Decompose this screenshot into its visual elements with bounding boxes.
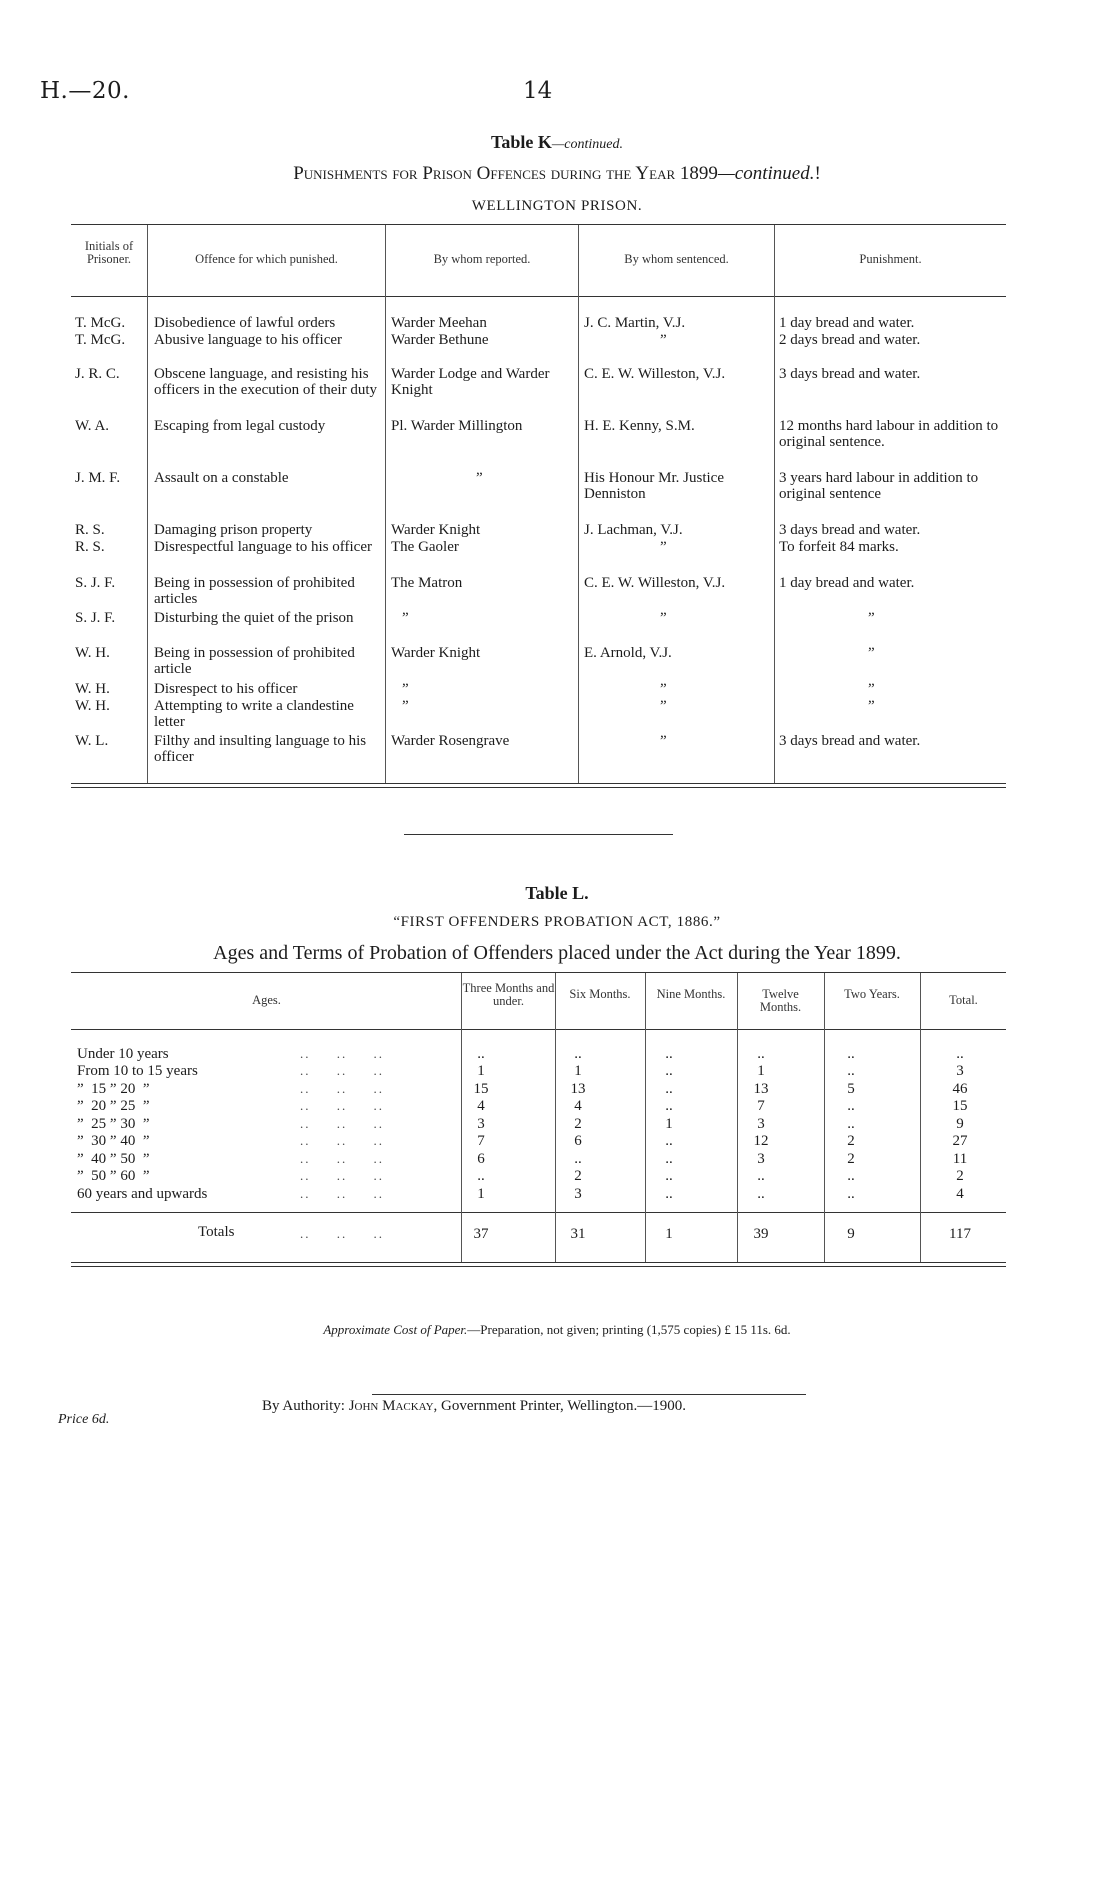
table-cell: 6	[477, 1151, 485, 1167]
table-cell: 3	[757, 1151, 765, 1167]
table-cell: ..	[665, 1151, 673, 1167]
table-row-offence: Disobedience of lawful orders	[154, 315, 336, 331]
leader-dots: .. .. ..	[300, 1116, 384, 1131]
col-header-two-years: Two Years.	[844, 987, 900, 1001]
leader-dots: .. .. ..	[300, 1168, 384, 1183]
table-row-sentenced: ”	[660, 539, 667, 555]
table-cell: ..	[574, 1151, 582, 1167]
table-l-header-rule	[71, 1029, 1006, 1030]
table-row-punishment: 3 days bread and water.	[779, 733, 921, 749]
table-row-reported: Warder Knight	[391, 645, 481, 661]
leader-dots: .. .. ..	[300, 1063, 384, 1078]
col-header-total: Total.	[949, 993, 978, 1007]
table-cell-total: 9	[956, 1116, 964, 1132]
table-cell: 4	[574, 1098, 582, 1114]
authority-rest: , Government Printer, Wellington.—1900.	[433, 1398, 687, 1414]
totals-cell: 37	[473, 1226, 489, 1242]
col-header-nine-months: Nine Months.	[656, 987, 726, 1001]
table-row-offence: Disturbing the quiet of the prison	[154, 610, 354, 626]
col-header-three-months: Three Months and under.	[462, 981, 555, 1008]
table-row-offence: Filthy and insulting language to his officer	[154, 733, 367, 765]
table-row-reported: Pl. Warder Millington	[391, 418, 523, 434]
table-cell-total: 46	[952, 1081, 968, 1097]
table-row-age: ” 25 ” 30 ”	[77, 1116, 150, 1132]
table-cell-total: 3	[956, 1063, 964, 1079]
table-cell: ..	[665, 1063, 673, 1079]
totals-cell: 31	[570, 1226, 586, 1242]
table-cell: 1	[477, 1186, 485, 1202]
totals-cell: 9	[847, 1226, 855, 1242]
table-cell: 12	[753, 1133, 769, 1149]
table-cell: ..	[847, 1046, 855, 1062]
table-row-initials: T. McG.	[75, 332, 126, 348]
table-row-offence: Being in possession of prohibited articles	[154, 575, 355, 607]
table-row-reported: ”	[402, 698, 409, 714]
table-cell: 2	[847, 1133, 855, 1149]
table-cell-total: 4	[956, 1186, 964, 1202]
table-row-reported: The Gaoler	[391, 539, 459, 555]
table-cell: 2	[574, 1116, 582, 1132]
printer-name: John Mackay	[348, 1398, 434, 1414]
table-row-initials: R. S.	[75, 539, 105, 555]
table-row-punishment: ”	[868, 681, 875, 697]
page-identifier: H.—20.	[40, 78, 130, 104]
act-name: “FIRST OFFENDERS PROBATION ACT, 1886.”	[393, 914, 721, 930]
table-row-sentenced: ”	[660, 698, 667, 714]
table-k-title	[0, 132, 1114, 153]
leader-dots: .. .. ..	[300, 1046, 384, 1061]
table-k-bottom-rule	[71, 783, 1006, 784]
table-cell: ..	[574, 1046, 582, 1062]
table-row-offence: Disrespectful language to his officer	[154, 539, 372, 555]
table-cell: ..	[757, 1186, 765, 1202]
table-row-reported: Warder Rosengrave	[391, 733, 510, 749]
table-row-initials: R. S.	[75, 522, 105, 538]
table-row-punishment: ”	[868, 698, 875, 714]
col-header-offence: Offence for which punished.	[195, 252, 338, 266]
authority-line	[262, 1398, 686, 1415]
table-row-punishment: 12 months hard labour in addition to original sentence.	[779, 418, 999, 450]
table-row-reported: ”	[476, 470, 483, 486]
leader-dots: .. .. ..	[300, 1098, 384, 1113]
table-row-reported: Warder Meehan	[391, 315, 487, 331]
table-row-reported: Warder Knight	[391, 522, 481, 538]
table-row-age: ” 40 ” 50 ”	[77, 1151, 150, 1167]
table-cell: ..	[477, 1046, 485, 1062]
table-l-divider	[920, 973, 921, 1262]
table-k-top-rule	[71, 224, 1006, 225]
table-row-reported: ”	[402, 610, 409, 626]
table-row-age: From 10 to 15 years	[77, 1063, 198, 1079]
table-row-punishment: 3 days bread and water.	[779, 522, 921, 538]
table-row-age: ” 50 ” 60 ”	[77, 1168, 150, 1184]
cost-label: Approximate Cost of Paper.	[323, 1322, 468, 1337]
table-cell: ..	[665, 1046, 673, 1062]
table-row-sentenced: J. C. Martin, V.J.	[584, 315, 686, 331]
table-row-sentenced: C. E. W. Willeston, V.J.	[584, 366, 726, 382]
col-header-reported: By whom reported.	[433, 252, 531, 266]
table-row-punishment: 3 days bread and water.	[779, 366, 921, 382]
table-row-initials: S. J. F.	[75, 575, 116, 591]
table-row-offence: Damaging prison property	[154, 522, 313, 538]
table-k-divider	[774, 225, 775, 783]
table-row-sentenced: ”	[660, 733, 667, 749]
table-cell: 4	[477, 1098, 485, 1114]
table-k-subtitle-main: Punishments for Prison Offences during the Year 1899	[293, 163, 718, 184]
table-row-offence: Attempting to write a clandestine letter	[154, 698, 354, 730]
table-cell-total: ..	[956, 1046, 964, 1062]
table-cell: ..	[847, 1186, 855, 1202]
table-cell: 13	[570, 1081, 586, 1097]
table-row-sentenced: E. Arnold, V.J.	[584, 645, 672, 661]
table-row-punishment: To forfeit 84 marks.	[779, 539, 899, 555]
table-l-subtitle: Ages and Terms of Probation of Offenders placed under the Act during the Year 1899.	[213, 942, 901, 964]
table-cell: ..	[665, 1186, 673, 1202]
table-row-initials: W. H.	[75, 698, 110, 714]
table-cell: ..	[665, 1081, 673, 1097]
table-cell: ..	[757, 1046, 765, 1062]
leader-dots: .. .. ..	[300, 1226, 384, 1241]
cost-of-paper	[0, 1322, 1114, 1338]
table-k-divider	[147, 225, 148, 783]
table-k-title-continued: —continued.	[551, 137, 623, 152]
cost-text: —Preparation, not given; printing (1,575 copies) £ 15 11s. 6d.	[467, 1322, 791, 1337]
table-cell: ..	[757, 1168, 765, 1184]
table-cell: 13	[753, 1081, 769, 1097]
col-header-punishment: Punishment.	[859, 252, 922, 266]
table-row-initials: T. McG.	[75, 315, 126, 331]
authority-rule	[372, 1394, 806, 1395]
leader-dots: .. .. ..	[300, 1186, 384, 1201]
leader-dots: .. .. ..	[300, 1133, 384, 1148]
table-cell: ..	[847, 1168, 855, 1184]
col-header-initials: Initials of Prisoner.	[84, 239, 134, 266]
table-k-divider	[578, 225, 579, 783]
table-row-offence: Being in possession of prohibited article	[154, 645, 355, 677]
table-row-initials: W. H.	[75, 645, 110, 661]
table-cell: ..	[665, 1098, 673, 1114]
table-row-age: ” 20 ” 25 ”	[77, 1098, 150, 1114]
table-row-punishment: ”	[868, 645, 875, 661]
table-row-punishment: ”	[868, 610, 875, 626]
col-header-six-months: Six Months.	[569, 987, 631, 1001]
table-cell: ..	[847, 1116, 855, 1132]
table-k-subtitle-mark: !	[814, 163, 821, 184]
table-l-bottom-rule-2	[71, 1266, 1006, 1267]
table-cell: 1	[757, 1063, 765, 1079]
table-row-age: ” 15 ” 20 ”	[77, 1081, 150, 1097]
table-k-header-rule	[71, 296, 1006, 297]
table-cell: 3	[477, 1116, 485, 1132]
authority-prefix: By Authority:	[262, 1398, 345, 1414]
section-separator	[404, 834, 673, 835]
table-row-reported: The Matron	[391, 575, 463, 591]
table-cell: 2	[574, 1168, 582, 1184]
table-row-age: 60 years and upwards	[77, 1186, 208, 1202]
table-cell-total: 27	[952, 1133, 968, 1149]
table-cell: ..	[477, 1168, 485, 1184]
table-cell: 2	[847, 1151, 855, 1167]
totals-label: Totals	[198, 1224, 235, 1240]
table-cell: 1	[477, 1063, 485, 1079]
table-l-totals-rule	[71, 1212, 1006, 1213]
table-row-initials: W. A.	[75, 418, 110, 434]
table-cell: 1	[665, 1116, 673, 1132]
price: Price 6d.	[58, 1412, 110, 1427]
table-cell: 3	[757, 1116, 765, 1132]
table-cell-total: 15	[952, 1098, 968, 1114]
table-l-bottom-rule	[71, 1262, 1006, 1263]
table-row-initials: S. J. F.	[75, 610, 116, 626]
table-k-title-main: Table K	[490, 132, 552, 152]
table-cell: ..	[665, 1168, 673, 1184]
table-k-subtitle-continued: —continued.	[717, 163, 815, 184]
table-row-sentenced: J. Lachman, V.J.	[584, 522, 683, 538]
table-row-sentenced: H. E. Kenny, S.M.	[584, 418, 695, 434]
table-cell-total: 2	[956, 1168, 964, 1184]
table-k-divider	[385, 225, 386, 783]
prison-name: WELLINGTON PRISON.	[471, 198, 643, 214]
table-cell: 7	[757, 1098, 765, 1114]
leader-dots: .. .. ..	[300, 1151, 384, 1166]
table-l-title: Table L.	[525, 883, 589, 903]
totals-cell-grand: 117	[949, 1226, 971, 1242]
table-row-sentenced: ”	[660, 332, 667, 348]
table-row-sentenced: His Honour Mr. Justice Denniston	[584, 470, 724, 502]
table-row-sentenced: C. E. W. Willeston, V.J.	[584, 575, 726, 591]
table-row-age: Under 10 years	[77, 1046, 169, 1062]
table-cell: 1	[574, 1063, 582, 1079]
table-row-age: ” 30 ” 40 ”	[77, 1133, 150, 1149]
table-k-bottom-rule-2	[71, 787, 1006, 788]
table-row-punishment: 1 day bread and water.	[779, 575, 915, 591]
table-row-punishment: 1 day bread and water.	[779, 315, 915, 331]
table-cell: 5	[847, 1081, 855, 1097]
table-cell: 7	[477, 1133, 485, 1149]
table-row-offence: Obscene language, and resisting his officers in the execution of their duty	[154, 366, 377, 398]
table-k-subtitle	[0, 163, 1114, 185]
col-header-ages: Ages.	[252, 993, 281, 1007]
table-cell: 6	[574, 1133, 582, 1149]
table-row-punishment: 3 years hard labour in addition to original sentence	[779, 470, 979, 502]
col-header-sentenced: By whom sentenced.	[624, 252, 729, 266]
table-row-reported: Warder Lodge and Warder Knight	[391, 366, 550, 398]
table-cell: ..	[847, 1098, 855, 1114]
table-cell-total: 11	[952, 1151, 968, 1167]
table-row-punishment: 2 days bread and water.	[779, 332, 921, 348]
table-row-offence: Disrespect to his officer	[154, 681, 298, 697]
leader-dots: .. .. ..	[300, 1081, 384, 1096]
page-number: 14	[523, 78, 553, 104]
table-row-offence: Assault on a constable	[154, 470, 289, 486]
table-row-offence: Abusive language to his officer	[154, 332, 343, 348]
table-row-sentenced: ”	[660, 610, 667, 626]
table-row-reported: ”	[402, 681, 409, 697]
table-row-initials: J. M. F.	[75, 470, 121, 486]
table-row-offence: Escaping from legal custody	[154, 418, 326, 434]
totals-cell: 39	[753, 1226, 769, 1242]
table-cell: 3	[574, 1186, 582, 1202]
table-row-sentenced: ”	[660, 681, 667, 697]
table-row-initials: J. R. C.	[75, 366, 120, 382]
table-cell: ..	[847, 1063, 855, 1079]
table-cell: ..	[665, 1133, 673, 1149]
table-row-initials: W. H.	[75, 681, 110, 697]
table-cell: 15	[473, 1081, 489, 1097]
col-header-twelve-months: Twelve Months.	[759, 987, 802, 1014]
table-l-top-rule	[71, 972, 1006, 973]
totals-cell: 1	[665, 1226, 673, 1242]
table-row-initials: W. L.	[75, 733, 109, 749]
table-row-reported: Warder Bethune	[391, 332, 489, 348]
